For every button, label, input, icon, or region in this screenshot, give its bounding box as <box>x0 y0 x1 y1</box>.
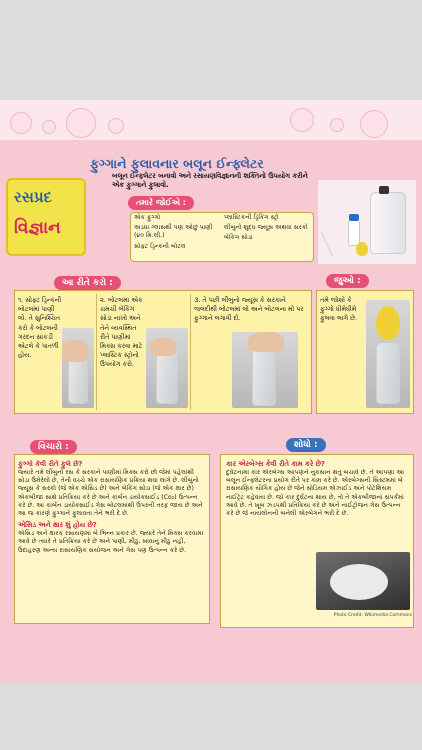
material-item: એક ફુગ્ગો <box>134 214 161 221</box>
howto-header: આ રીતે કરો : <box>54 276 121 290</box>
side-tag-line1: રસપ્રદ <box>14 188 53 206</box>
think-question-2: એસિડ અને ક્ષાર શું હોય છે? <box>18 521 97 530</box>
research-answer: દુર્ઘટનામાં કાર એરબેગ્સ આપણને નુકસાન થતું બચાવે છે. તે આપણા આ બલૂન ઈન્ફ્લેટરના પ્રયોગ રીતે પર કામ કરે છે. એરબેગ્સની સિસ્ટમમાં બે રાસાયણિક યૌગિક હોય છે જેને સોડિયમ એઝાઈડ અને પોટેશિયમ નાઈટ્રેટ કહેવાય છે. જો કાર દુર્ઘટના થાય છે, તો તે એકબીજાના સંપર્કમાં આવે છે. તે ખૂબ ઝડપથી પ્રતિક્રિયા કરે છે અને નાઈટ્રોજન ગેસ ઉત્પન્ન કરે છે જે નાયલોનની બનેલી એરબેગને ભરી દે છે. <box>226 469 405 518</box>
divider <box>190 294 191 410</box>
materials-left-list <box>134 214 222 251</box>
decor-bubble <box>360 110 388 138</box>
see-header: જુઓ : <box>326 274 369 288</box>
think-header: વિચારો : <box>30 440 77 454</box>
side-tag <box>6 178 86 256</box>
decor-bubble <box>10 112 32 134</box>
bottle-image <box>376 342 400 404</box>
hand-image <box>248 332 284 352</box>
see-text: તમે જોશો કે ફુગ્ગો ધીમેધીમે ફુલવા લાગે છે. <box>320 296 358 323</box>
material-item: બેકિંગ સોડા <box>224 234 253 242</box>
side-tag-line2: વિજ્ઞાન <box>14 218 61 238</box>
airbag-image <box>330 564 388 600</box>
think-answer-2: એસિડ અને ક્ષારક રસાયણમાં બે ભિન્ન પ્રકાર છે. જ્યારે તેને મિક્સ કરવામાં આવે છે ત્યારે તે પ્રતિક્રિયા કરે છે અને પાણી, મીઠું, ખાવાનું મીઠું નહીં, ઉદાહરણ અન્ય રાસાયણિક સંયોજન અને ગેસ પણ ઉત્પન્ન કરે છે. <box>18 530 204 554</box>
bottle-image <box>370 192 406 254</box>
bottle-image <box>252 346 276 406</box>
intro-text: બલૂન ઈન્ફ્લેટર બનાવો અને રસાયણવિજ્ઞાનની શક્તિનો ઉપયોગ કરીને એક ફુગ્ગાને ફુલાવો. <box>112 172 308 190</box>
decor-bubble <box>66 108 96 138</box>
decor-bubble <box>290 108 314 132</box>
material-item: પ્લાસ્ટિકની ડ્રિંકિંગ સ્ટ્રો <box>224 214 279 221</box>
think-answer-1: જ્યારે તમે લીંબુનો રસ કે સરકાને પાણીમાં મિક્સ કરો છો જેમાં પહેલાંથી સોડા ઉમેરેલો છે, તેની વચ્ચે એક રાસાયણિક પ્રક્રિયા થવા લાગે છે. લીંબુનો જ્યૂસ કે સરકો (જે એક એસિડ છે) અને બેકિંગ સોડા (જે એક ક્ષાર છે) એકબીજા સાથે પ્રતિક્રિયા કરે છે અને કાર્બન ડાયોક્સાઈડ (Co₂) ઉત્પન્ન કરે છે. આ કાર્બન ડાયોક્સાઈડ ગેસ બોટલમાંથી ઉપરની તરફ જાય છે અને આ જ કારણે ફુગ્ગાને ફુલાવતા તેને ભરી દે છે. <box>18 469 203 518</box>
step-3: ૩. તે પછી લીંબુનો જ્યૂસ કે સરકાને જલદીથી બોટલમાં લો અને બોટલના મોં પર ફુગ્ગાને લગાવી દો. <box>194 296 304 323</box>
materials-header: તમારે જોઈએ : <box>128 196 194 210</box>
divider <box>96 294 97 410</box>
photo-credit: Photo Credit: Wikimedia Commons <box>333 613 412 618</box>
bottle-cap <box>379 186 389 194</box>
decor-bubble <box>330 118 344 132</box>
think-content <box>18 460 206 620</box>
balloon-image <box>356 242 368 256</box>
material-item: અડધા ગ્લાસથી પણ ઓછું પાણી (૪૦ મિ.લી.) <box>134 224 213 240</box>
material-item: લીંબુનો શુદ્ધ જ્યૂસ અથવા સરકો <box>224 224 308 232</box>
step-3-photo <box>232 332 298 408</box>
straw-image <box>320 231 334 257</box>
decor-bubble <box>108 118 124 134</box>
see-photo <box>366 300 410 408</box>
materials-photo <box>318 180 416 264</box>
material-item: સોફ્ટ ડ્રિન્કની બોટલ <box>134 242 186 250</box>
balloon-image <box>376 306 400 340</box>
decor-bubble <box>42 120 56 134</box>
page-title: ફુગ્ગાને ફુલાવનાર બલૂન ઈન્ફ્લેટર <box>90 156 264 171</box>
step-2-photo <box>146 328 188 408</box>
research-question: કાર એરબેગ્સ કેવી રીતે કામ કરે છે? <box>226 460 325 468</box>
step-1: ૧. સોફ્ટ ડ્રિન્કની બોટલમાં પાણી લો. તે સુનિશ્ચિત કરો કે બોટલની ગરદન સાંકડી એટલે કે પાતળી હોય. <box>18 296 62 360</box>
hand-image <box>150 338 176 356</box>
juice-cap <box>349 214 359 221</box>
research-header: શોધો : <box>286 438 326 452</box>
step-1-photo <box>62 328 94 408</box>
airbag-photo <box>316 552 410 610</box>
think-question-1: ફુગ્ગો કેવી રીતે ફુલે છે? <box>18 460 83 468</box>
hand-image <box>62 340 88 362</box>
materials-right-list <box>224 214 312 243</box>
top-band <box>0 100 422 140</box>
step-2: ૨. બોટલમાં એક ચમચી બેકિંગ સોડા નાખો અને તેને વ્યવસ્થિત રીતે પાણીમાં મિક્સ કરવા માટે પ્લાસ્ટિક સ્ટ્રોનો ઉપયોગ કરો. <box>100 296 143 369</box>
